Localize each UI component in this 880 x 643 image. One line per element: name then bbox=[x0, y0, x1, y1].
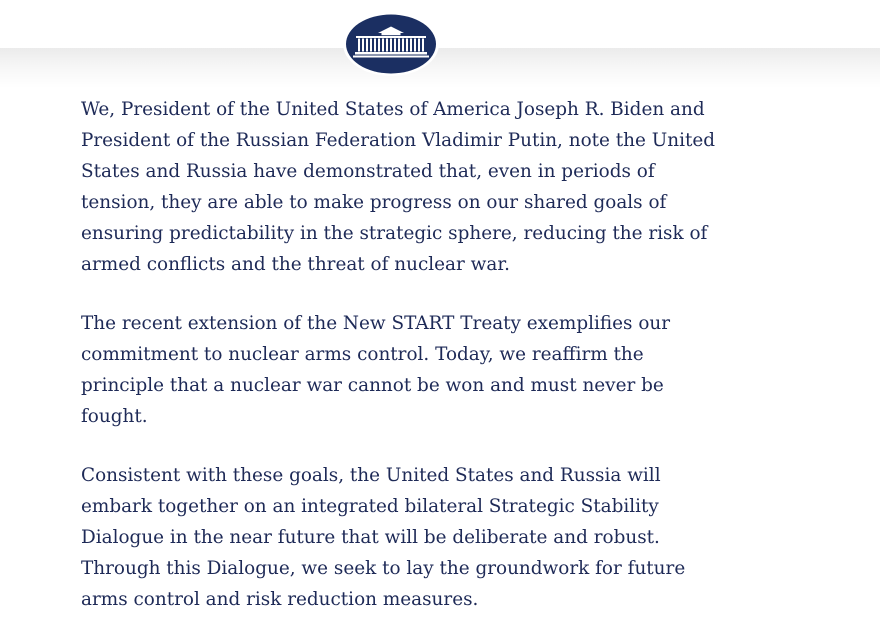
statement-paragraph: Consistent with these goals, the United States and Russia will embark together on an integrated bilateral Strategic Stability Dialogue in the near future that will be deliberate and robust. Through this Dialogue, we seek to lay the groundwork for future arms control and risk reduction measures. bbox=[81, 465, 686, 610]
header-shadow bbox=[0, 48, 880, 88]
joint-statement bbox=[81, 94, 721, 643]
statement-paragraph: The recent extension of the New START Treaty exemplifies our commitment to nuclear arms control. Today, we reaffirm the principle that a nuclear war cannot be won and must never be fought. bbox=[81, 313, 671, 427]
site-header bbox=[0, 0, 880, 48]
white-house-seal-icon[interactable] bbox=[342, 11, 440, 77]
statement-paragraph: We, President of the United States of America Joseph R. Biden and President of the Russian Federation Vladimir Putin, note the United States and Russia have demonstrated that, even in periods of tension, they are able to make progress on our shared goals of ensuring predictability in the strategic sphere, reducing the risk of armed conflicts and the threat of nuclear war. bbox=[81, 99, 716, 275]
